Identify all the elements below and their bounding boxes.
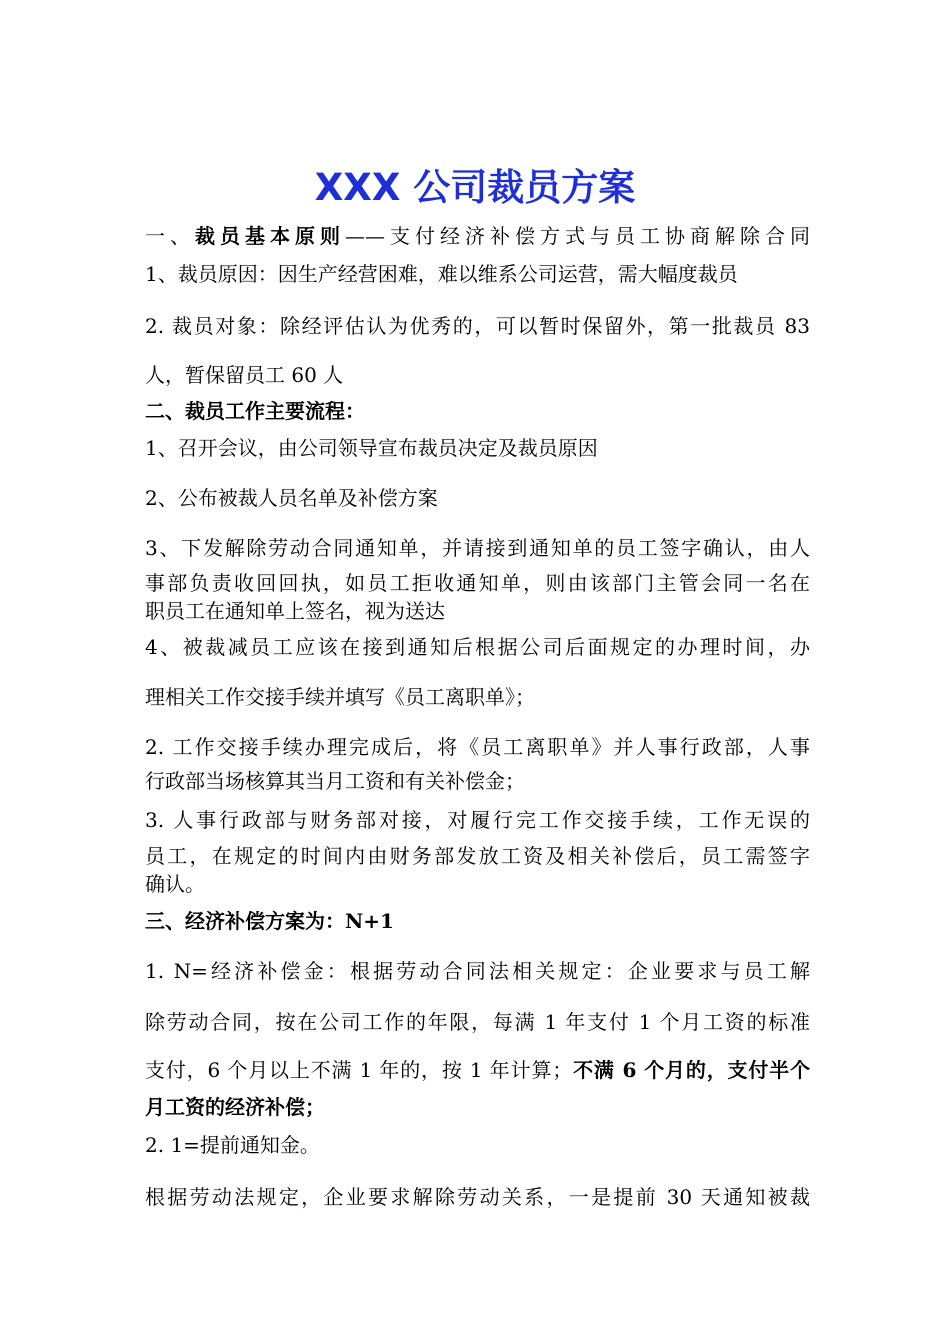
section-1-paragraph-2-line-2: 人，暂保留员工 60 人	[145, 363, 344, 387]
section-2-paragraph-3-line-3: 职员工在通知单上签名，视为送达	[145, 599, 445, 623]
section-2-paragraph-3-line-2: 事部负责收回回执，如员工拒收通知单，则由该部门主管会同一名在	[145, 571, 810, 595]
section-2-paragraph-4-line-1: 4、被裁减员工应该在接到通知后根据公司后面规定的办理时间，办	[145, 635, 810, 659]
section-2-paragraph-3-line-1: 3、下发解除劳动合同通知单，并请接到通知单的员工签字确认，由人	[145, 536, 810, 560]
section-1-heading-bold: 裁员基本原则	[195, 224, 345, 248]
section-2-paragraph-5-line-2: 行政部当场核算其当月工资和有关补偿金；	[145, 769, 525, 793]
section-3-paragraph-2: 2. 1=提前通知金。	[145, 1133, 320, 1157]
section-2-paragraph-5-line-1: 2. 工作交接手续办理完成后，将《员工离职单》并人事行政部，人事	[145, 735, 810, 759]
section-2-paragraph-6-line-1: 3. 人事行政部与财务部对接，对履行完工作交接手续，工作无误的	[145, 808, 810, 832]
section-2-paragraph-6-line-3: 确认。	[145, 872, 205, 896]
section-2-paragraph-6-line-2: 员工，在规定的时间内由财务部发放工资及相关补偿后，员工需签字	[145, 844, 810, 868]
section-2-heading: 二、裁员工作主要流程：	[145, 399, 365, 423]
section-3-paragraph-1-line-4: 月工资的经济补偿；	[145, 1095, 325, 1119]
section-3-paragraph-3-line-1: 根据劳动法规定，企业要求解除劳动关系，一是提前 30 天通知被裁	[145, 1185, 810, 1209]
section-3-paragraph-1-line-2: 除劳动合同，按在公司工作的年限，每满 1 年支付 1 个月工资的标准	[145, 1010, 810, 1034]
section-1-heading: 一、裁员基本原则——支付经济补偿方式与员工协商解除合同	[145, 224, 810, 248]
section-3-paragraph-1-line-3: 支付，6 个月以上不满 1 年的，按 1 年计算；不满 6 个月的，支付半个	[145, 1058, 810, 1082]
section-2-paragraph-4-line-2: 理相关工作交接手续并填写《员工离职单》；	[145, 685, 535, 709]
section-3-paragraph-1-line-1: 1. N=经济补偿金：根据劳动合同法相关规定：企业要求与员工解	[145, 959, 810, 983]
section-1-paragraph-2-line-1: 2. 裁员对象：除经评估认为优秀的，可以暂时保留外，第一批裁员 83	[145, 314, 810, 338]
section-2-paragraph-1: 1、召开会议，由公司领导宣布裁员决定及裁员原因	[145, 436, 598, 460]
document-title: XXX 公司裁员方案	[314, 166, 636, 209]
section-3-heading: 三、经济补偿方案为：N+1	[145, 909, 394, 933]
section-1-paragraph-1: 1、裁员原因：因生产经营困难，难以维系公司运营，需大幅度裁员	[145, 262, 738, 286]
section-2-paragraph-2: 2、公布被裁人员名单及补偿方案	[145, 486, 438, 510]
bold-emphasis: 不满 6 个月的，支付半个	[572, 1058, 810, 1082]
